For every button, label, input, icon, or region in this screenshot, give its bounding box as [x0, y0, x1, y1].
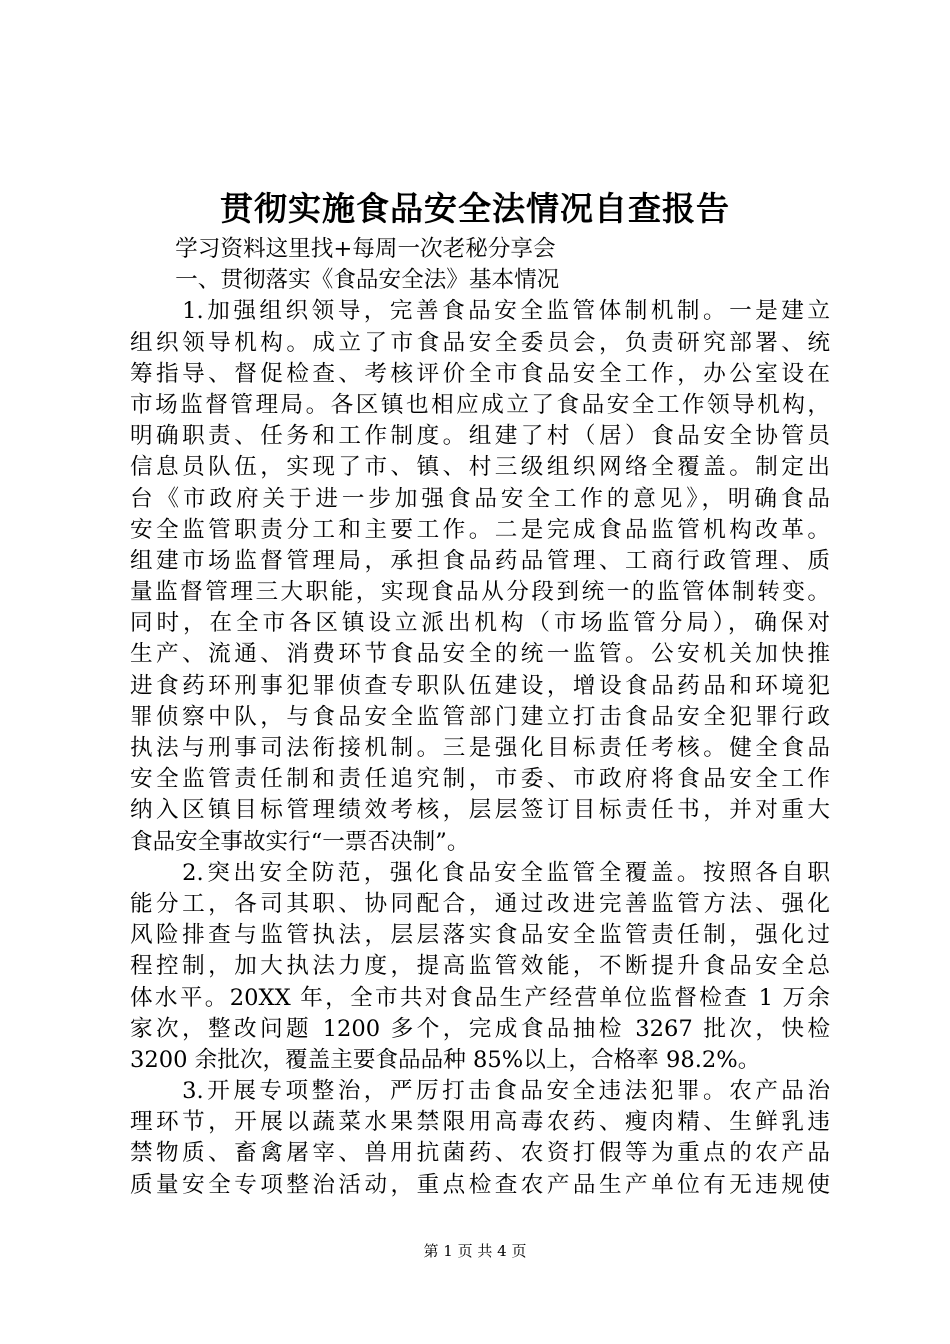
- body-line: 质量安全专项整治活动，重点检查农产品生产单位有无违规使: [130, 1171, 830, 1198]
- document-body: [130, 234, 830, 1201]
- body-line: 明确职责、任务和工作制度。组建了村（居）食品安全协管员: [130, 423, 830, 450]
- body-line: 量监督管理三大职能，实现食品从分段到统一的监管体制转变。: [130, 579, 830, 606]
- body-line: 罪侦察中队，与食品安全监管部门建立打击食品安全犯罪行政: [130, 703, 830, 730]
- body-line: 能分工，各司其职、协同配合，通过改进完善监管方法、强化: [130, 890, 830, 917]
- body-line: 风险排查与监管执法，层层落实食品安全监管责任制，强化过: [130, 922, 830, 949]
- body-line: 执法与刑事司法衔接机制。三是强化目标责任考核。健全食品: [130, 735, 830, 761]
- body-line: 同时，在全市各区镇设立派出机构（市场监管分局），确保对: [130, 610, 830, 637]
- body-line: 台《市政府关于进一步加强食品安全工作的意见》，明确食品: [130, 485, 830, 512]
- body-line: 组织领导机构。成立了市食品安全委员会，负责研究部署、统: [130, 329, 830, 356]
- document-title: 贯彻实施食品安全法情况自查报告: [220, 189, 730, 228]
- page-footer: 第 1 页 共 4 页: [423, 1242, 527, 1260]
- body-line: 2.突出安全防范，强化食品安全监管全覆盖。按照各自职: [130, 859, 830, 886]
- body-line: 家次，整改问题 1200 多个，完成食品抽检 3267 批次，快检: [130, 1015, 830, 1042]
- body-line: 安全监管责任制和责任追究制，市委、市政府将食品安全工作: [130, 766, 830, 793]
- body-line: 进食药环刑事犯罪侦查专职队伍建设，增设食品药品和环境犯: [130, 672, 830, 699]
- body-line: 3200 余批次，覆盖主要食品品种 85%以上，合格率 98.2%。: [130, 1046, 761, 1073]
- body-line: 市场监督管理局。各区镇也相应成立了食品安全工作领导机构，: [130, 391, 830, 418]
- body-line: 学习资料这里找+每周一次老秘分享会: [130, 236, 556, 262]
- body-line: 体水平。20XX 年，全市共对食品生产经营单位监督检查 1 万余: [130, 984, 830, 1011]
- body-line: 3.开展专项整治，严厉打击食品安全违法犯罪。农产品治: [130, 1078, 830, 1105]
- body-line: 安全监管职责分工和主要工作。二是完成食品监管机构改革。: [130, 516, 830, 543]
- body-line: 生产、流通、消费环节食品安全的统一监管。公安机关加快推: [130, 641, 830, 668]
- body-line: 纳入区镇目标管理绩效考核，层层签订目标责任书，并对重大: [130, 797, 830, 824]
- body-line: 1.加强组织领导，完善食品安全监管体制机制。一是建立: [130, 298, 830, 325]
- body-line: 禁物质、畜禽屠宰、兽用抗菌药、农资打假等为重点的农产品: [130, 1140, 830, 1167]
- body-line: 程控制，加大执法力度，提高监管效能，不断提升食品安全总: [130, 953, 830, 980]
- body-line: 信息员队伍，实现了市、镇、村三级组织网络全覆盖。制定出: [130, 454, 830, 481]
- body-line: 一、贯彻落实《食品安全法》基本情况: [130, 267, 560, 294]
- body-line: 组建市场监督管理局，承担食品药品管理、工商行政管理、质: [130, 547, 830, 574]
- body-line: 理环节，开展以蔬菜水果禁限用高毒农药、瘦肉精、生鲜乳违: [130, 1109, 830, 1136]
- body-line: 食品安全事故实行“一票否决制”。: [130, 828, 470, 855]
- body-line: 筹指导、督促检查、考核评价全市食品安全工作，办公室设在: [130, 360, 830, 387]
